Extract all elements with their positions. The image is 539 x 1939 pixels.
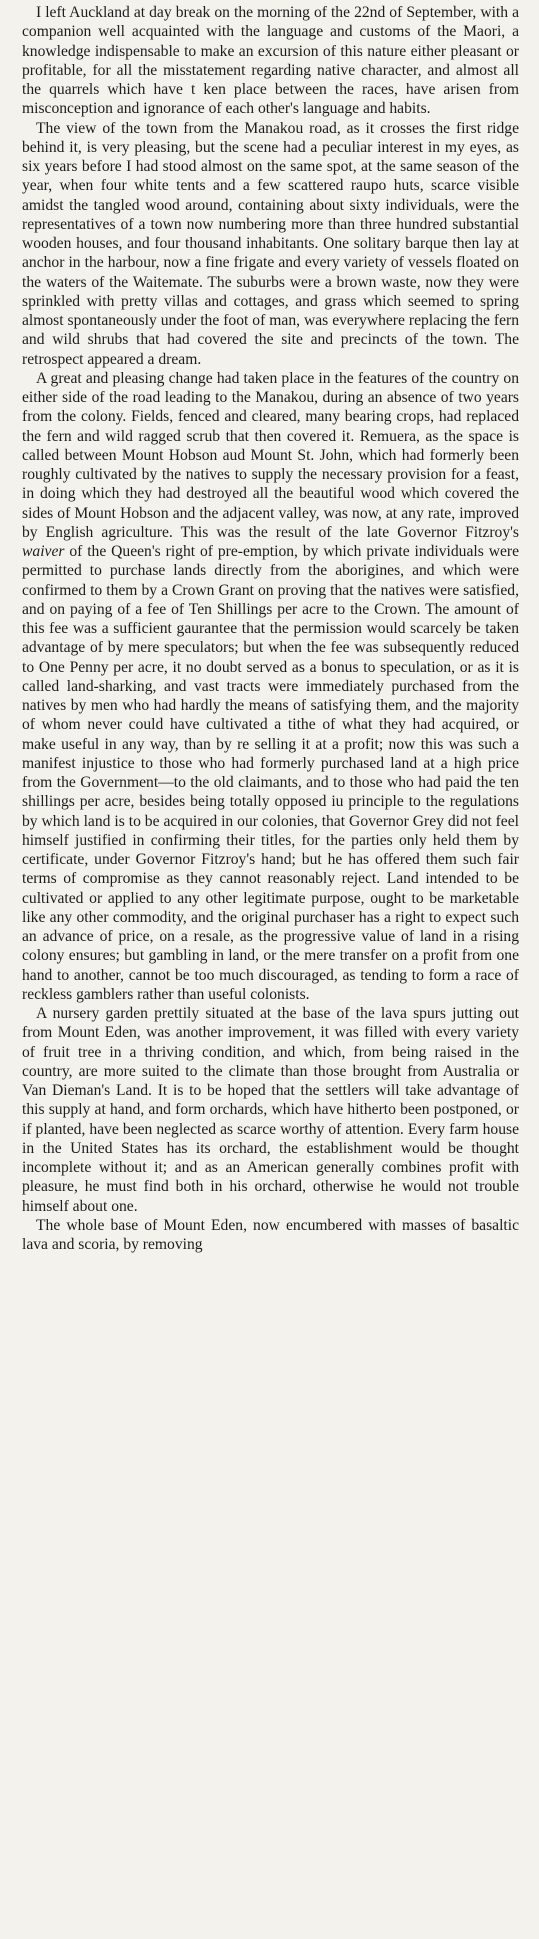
paragraph-departure: I left Auckland at day break on the morning of the 22nd of September, with a companion well acquainted with the language and customs of the Maori, a knowledge indispensable to make an excursion of this nature either pleasant or profitable, for all the misstatement regarding native character, and almost all the quarrels which have t ken place between the races, have arisen from misconception and ignorance of each other's language and habits. xyxy=(22,4,519,118)
paragraph-country-change: A great and pleasing change had taken place in the features of the country on either side of the road leading to the Manakou, during an absence of two years from the colony. Fields, fenced and cleared, many bearing crops, had replaced the fern and wild ragged scrub that then covered it. Remuera, as the space is called between Mount Hobson aud Mount St. John, which had formerly been roughly cultivated by the natives to supply the necessary provision for a feast, in doing which they had destroyed all the beautiful wood which covered the sides of Mount Hobson and the adjacent valley, was now, at any rate, improved by English agriculture. This was the result of the late Governor Fitzroy's waiver of the Queen's right of pre-emption, by which private individuals were permitted to purchase lands directly from the aborigines, and which were confirmed to them by a Crown Grant on proving that the natives were satisfied, and on paying of a fee of Ten Shillings per acre to the Crown. The amount of this fee was a sufficient gaurantee that the permission would scarcely be taken advantage of by mere speculators; but when the fee was subsequently reduced to One Penny per acre, it no doubt served as a bonus to speculation, or as it is called land-sharking, and vast tracts were immediately purchased from the natives by men who had hardly the means of satisfying them, and the majority of whom never could have cultivated a tithe of what they had acquired, or make useful in any way, than by re selling it at a profit; now this was such a manifest injustice to those who had formerly purchased land at a high price from the Government—to the old claimants, and to those who had paid the ten shillings per acre, besides being totally opposed iu principle to the regulations by which land is to be acquired in our colonies, that Governor Grey did not feel himself justified in confirming their titles, for the parties only held them by certificate, under Governor Fitzroy's hand; but he has offered them such fair terms of compromise as they cannot reasonably reject. Land intended to be cultivated or applied to any other legitimate purpose, ought to be marketable like any other commodity, and the original purchaser has a right to expect such an advance of price, on a resale, as the progressive value of land in a rising colony ensures; but gambling in land, or the mere transfer on a profit from one hand to another, cannot be too much discouraged, as tending to form a race of reckless gamblers rather than useful colonists. xyxy=(22,369,519,1003)
paragraph-town-view: The view of the town from the Manakou road, as it crosses the first ridge behind it, is very pleasing, but the scene had a peculiar interest in my eyes, as six years before I had stood almost on the same spot, at the same season of the year, when four white tents and a few scattered raupo huts, scarce visible amidst the tangled wood around, containing about sixty individuals, were the representatives of a town now numbering more than three hundred substantial wooden houses, and four thousand inhabitants. One solitary barque then lay at anchor in the harbour, now a fine frigate and every variety of vessels floated on the waters of the Waitemate. The suburbs were a brown waste, now they were sprinkled with pretty villas and cottages, and grass which seemed to spring almost spontaneously under the foot of man, was everywhere replacing the fern and wild shrubs that had covered the site and precincts of the town. The retrospect appeared a dream. xyxy=(22,119,519,368)
paragraph-nursery-garden: A nursery garden prettily situated at the base of the lava spurs jutting out from Mount Eden, was another improvement, it was filled with every variety of fruit tree in a thriving condition, and which, from being raised in the country, are more suited to the climate than those brought from Australia or Van Dieman's Land. It is to be hoped that the settlers will take advantage of this supply at hand, and form orchards, which have hitherto been postponed, or if planted, have been neglected as scarce worthy of attention. Every farm house in the United States has its orchard, the establishment would be thought incomplete without it; and as an American generally combines profit with pleasure, he must find both in his orchard, otherwise he would not trouble himself about one. xyxy=(22,1005,519,1215)
italic-word: waiver xyxy=(22,543,65,560)
paragraph-mount-eden: The whole base of Mount Eden, now encumbered with masses of basaltic lava and scoria, by removing xyxy=(22,1216,519,1253)
